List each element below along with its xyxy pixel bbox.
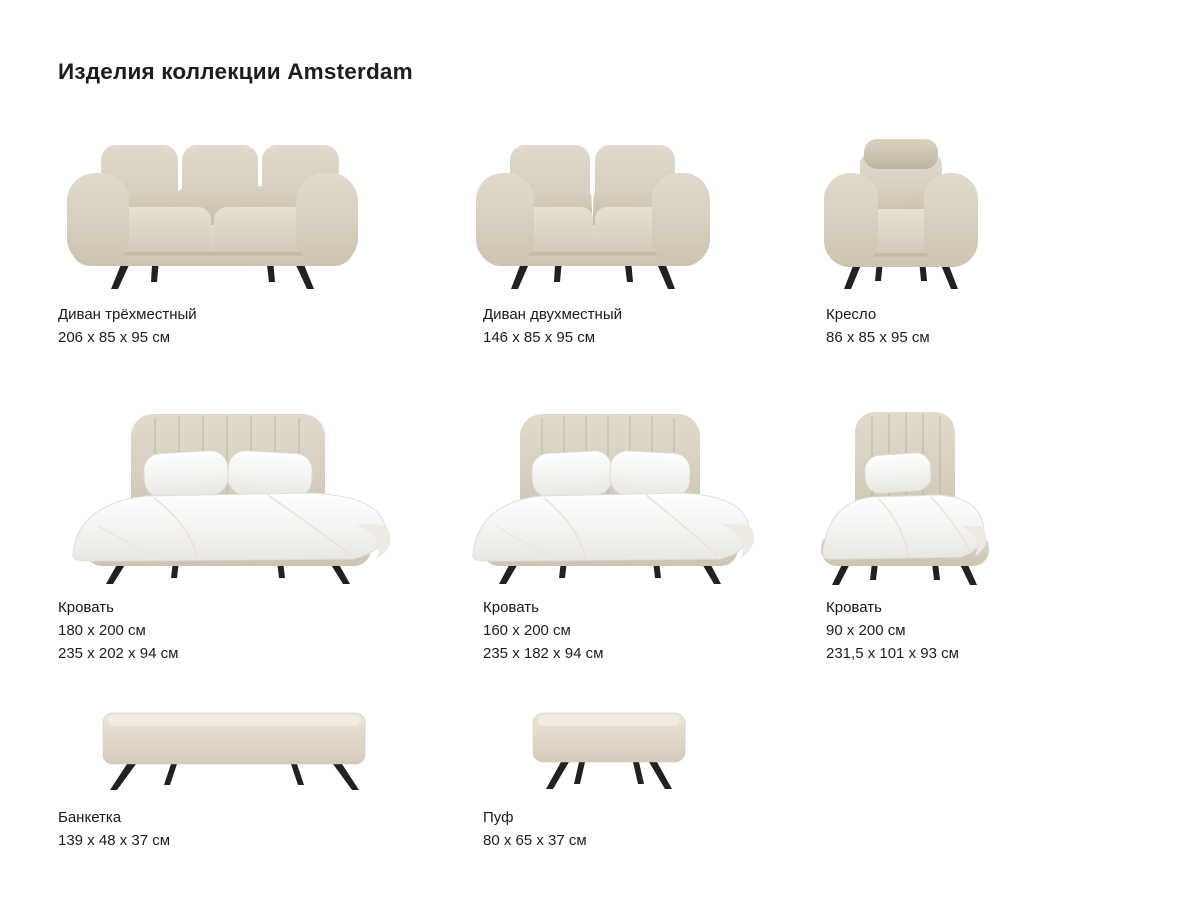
- product-dimensions: 80 x 65 x 37 см: [483, 832, 587, 849]
- bed-duvet: [473, 493, 754, 561]
- pouf-cushion: [533, 713, 685, 762]
- sofa-two-seat-image: [468, 130, 718, 292]
- product-dimensions: 160 x 200 см: [483, 622, 571, 639]
- product-name: Кровать: [826, 599, 882, 616]
- bed-duvet: [823, 495, 987, 559]
- product-dimensions: 235 x 202 x 94 см: [58, 645, 179, 662]
- product-name: Банкетка: [58, 809, 122, 826]
- product-label-pouf: [483, 806, 587, 852]
- bed-160-image: [460, 404, 760, 588]
- product-label-bed-90: [826, 596, 959, 665]
- product-dimensions: 235 x 182 x 94 см: [483, 645, 604, 662]
- product-dimensions: 206 x 85 x 95 см: [58, 329, 171, 346]
- product-label-bed-160: [483, 596, 603, 665]
- armchair-image: [820, 131, 982, 292]
- product-label-sofa-three-seat: [58, 303, 197, 349]
- product-label-armchair: [826, 303, 930, 349]
- product-label-bench: [58, 806, 170, 852]
- bench-legs: [110, 764, 359, 790]
- product-label-sofa-two-seat: [483, 303, 622, 349]
- bed-pillow: [864, 452, 932, 495]
- pouf-image: [517, 704, 701, 792]
- product-dimensions: 86 x 85 x 95 см: [826, 329, 930, 346]
- bed-90-image: [813, 404, 997, 588]
- product-dimensions: 180 x 200 см: [58, 622, 146, 639]
- product-label-bed-180: [58, 596, 178, 665]
- pouf-legs: [546, 762, 672, 789]
- product-name: Пуф: [483, 809, 514, 826]
- product-name: Диван двухместный: [483, 306, 622, 323]
- bed-duvet: [73, 493, 391, 561]
- product-dimensions: 139 x 48 x 37 см: [58, 832, 171, 849]
- page-title: Изделия коллекции Amsterdam: [58, 59, 413, 85]
- product-dimensions: 90 x 200 см: [826, 622, 906, 639]
- product-name: Кресло: [826, 306, 877, 323]
- bed-180-image: [58, 404, 398, 588]
- product-dimensions: 146 x 85 x 95 см: [483, 329, 596, 346]
- bench-cushion: [103, 713, 365, 764]
- product-name: Диван трёхместный: [58, 306, 197, 323]
- armchair-headrest: [864, 139, 938, 169]
- product-name: Кровать: [58, 599, 114, 616]
- product-dimensions: 231,5 x 101 x 93 см: [826, 645, 959, 662]
- sofa-three-seat-image: [55, 130, 370, 292]
- product-name: Кровать: [483, 599, 539, 616]
- bench-image: [93, 706, 377, 792]
